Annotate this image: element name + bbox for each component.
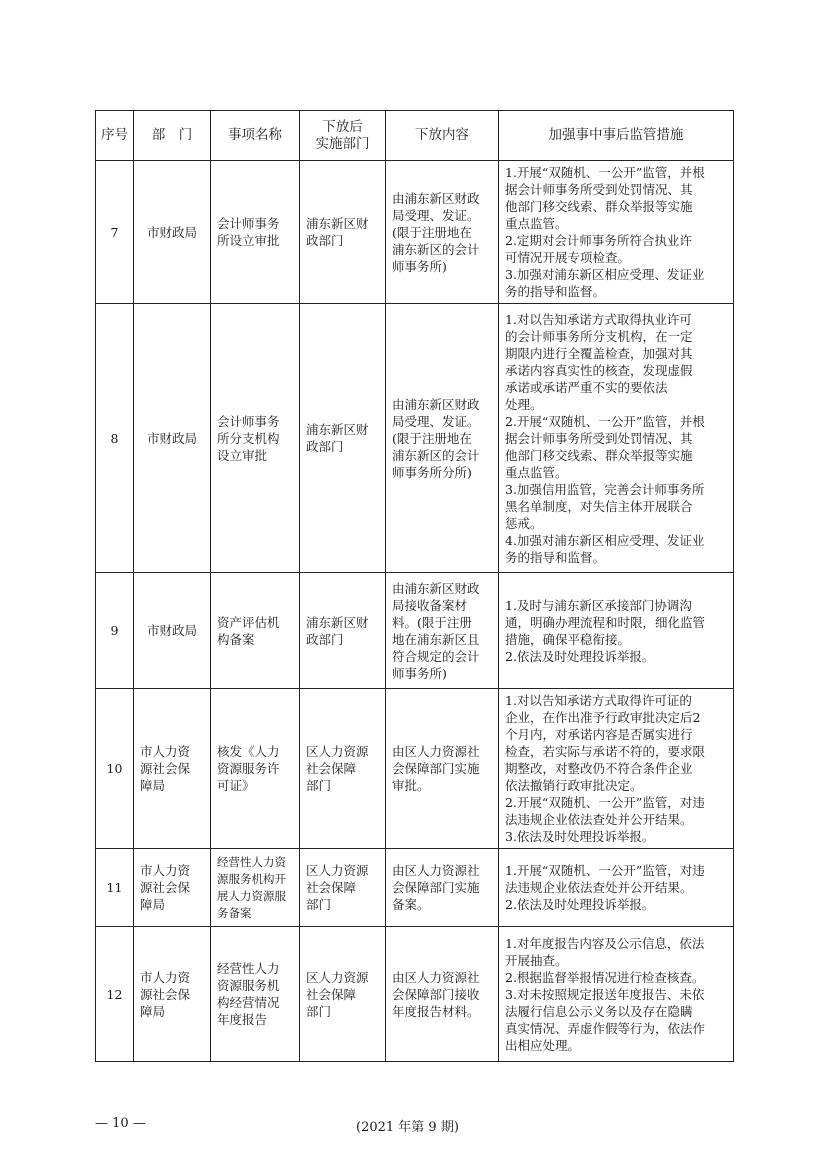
cell-text-line: 会保障部门实施 xyxy=(392,761,480,776)
header-cell-dept xyxy=(134,111,211,161)
cell-text-line: 由浦东新区财政 xyxy=(392,190,480,206)
cell-text-line: 法违规企业依法查处并公开结果。 xyxy=(505,812,693,827)
measures-cell xyxy=(499,689,734,849)
cell-text-line: 出相应处理。 xyxy=(505,1037,581,1053)
delegation-content-cell xyxy=(386,689,499,849)
cell-text-line: 1.开展“双随机、一公开”监管，并根 xyxy=(505,165,705,180)
cell-text-line: 据会计师事务所受到处罚情况、其 xyxy=(505,430,693,446)
cell-text-line: 障局 xyxy=(140,778,166,793)
department-cell xyxy=(134,573,211,689)
implementing-dept-cell xyxy=(300,849,386,927)
header-cell-measures xyxy=(499,111,734,161)
cell-text-line: 资源服务机 xyxy=(217,978,280,993)
cell-text-line: 1.对年度报告内容及公示信息，依法 xyxy=(505,935,705,951)
measures-cell xyxy=(499,304,734,573)
cell-text-line: 3.依法及时处理投诉举报。 xyxy=(505,829,655,844)
cell-text-line: 由浦东新区财政 xyxy=(392,580,480,596)
cell-text-line: 期整改，对整改仍不符合条件企业 xyxy=(505,761,693,776)
cell-text-line: 实施部门 xyxy=(315,135,370,152)
cell-text-line: 期限内进行全覆盖检查，加强对其 xyxy=(505,345,693,361)
row-number: 9 xyxy=(96,573,134,689)
cell-text-line: 黑名单制度，对失信主体开展联合 xyxy=(505,498,693,514)
cell-text-line: 障局 xyxy=(140,1003,166,1019)
cell-text-line: 通，明确办理流程和时限，细化监管 xyxy=(505,614,706,630)
cell-text-line: 源社会保 xyxy=(140,986,191,1002)
cell-text-line: 惩戒。 xyxy=(505,515,543,531)
cell-text-line: 他部门移交线索、群众举报等实施 xyxy=(505,199,693,214)
issue-label: (2021 年第 9 期) xyxy=(356,1120,459,1135)
header-cell-impl-dept xyxy=(300,111,386,161)
page-number: — 10 — xyxy=(95,1116,146,1131)
row-number: 12 xyxy=(96,927,134,1062)
delegation-content-cell xyxy=(386,304,499,573)
cell-text-line: 师事务所) xyxy=(392,258,447,274)
cell-text-line: 局受理、发证。 xyxy=(392,207,480,223)
cell-text-line: 障局 xyxy=(140,897,166,912)
cell-text-line: 市财政局 xyxy=(146,224,197,240)
cell-text-line: 加强事中事后监管措施 xyxy=(548,127,684,143)
cell-text-line: 浦东新区财 xyxy=(306,422,369,437)
cell-text-line: 3.对未按照规定报送年度报告、未依 xyxy=(505,986,705,1002)
item-name-cell xyxy=(211,161,300,304)
cell-text-line: 市财政局 xyxy=(146,430,197,446)
department-cell xyxy=(134,689,211,849)
implementing-dept-cell xyxy=(300,927,386,1062)
cell-text-line: 1.对以告知承诺方式取得执业许可 xyxy=(505,311,692,327)
cell-text-line: 2.定期对会计师事务所符合执业许 xyxy=(505,233,692,248)
cell-text-line: 料。(限于注册 xyxy=(392,614,472,630)
measures-cell xyxy=(499,161,734,304)
cell-text-line: 核发《人力 xyxy=(217,744,280,759)
cell-text-line: 由区人力资源社 xyxy=(392,863,480,878)
cell-text-line: 开展抽查。 xyxy=(505,952,568,968)
cell-text-line: 浦东新区的会计 xyxy=(392,447,480,463)
cell-text-line: 区人力资源 xyxy=(306,863,369,878)
cell-text-line: 1.开展“双随机、一公开”监管，对违 xyxy=(505,863,705,878)
cell-text-line: 经营性人力资 xyxy=(217,854,286,869)
header-cell-item xyxy=(211,111,300,161)
cell-text-line: 资产评估机 xyxy=(217,614,280,630)
table-row xyxy=(96,161,734,304)
cell-text-line: 符合规定的会计 xyxy=(392,648,480,664)
table-row xyxy=(96,573,734,689)
cell-text-line: 市人力资 xyxy=(140,863,191,878)
cell-text-line: 经营性人力 xyxy=(217,961,280,976)
cell-text-line: 社会保障 xyxy=(306,880,357,895)
cell-text-line: 法履行信息公示义务以及存在隐瞒 xyxy=(505,1003,693,1019)
cell-text-line: 4.加强对浦东新区相应受理、发证业 xyxy=(505,532,705,548)
item-name-cell xyxy=(211,689,300,849)
table-row xyxy=(96,927,734,1062)
cell-text-line: 所设立审批 xyxy=(217,233,280,248)
cell-text-line: 源服务机构开 xyxy=(217,871,286,886)
cell-text-line: 师事务所分所) xyxy=(392,464,472,480)
cell-text-line: 浦东新区财 xyxy=(306,614,369,630)
cell-text-line: 重点监管。 xyxy=(505,464,568,480)
cell-text-line: 务的指导和监督。 xyxy=(505,549,606,565)
cell-text-line: 下放后 xyxy=(322,118,363,135)
delegation-content-cell xyxy=(386,927,499,1062)
cell-text-line: (限于注册地在 xyxy=(392,430,472,446)
row-number: 8 xyxy=(96,304,134,573)
cell-text-line: 由浦东新区财政 xyxy=(392,396,480,412)
cell-text-line: 2.依法及时处理投诉举报。 xyxy=(505,648,655,664)
department-cell xyxy=(134,849,211,927)
cell-text-line: 局接收备案材 xyxy=(392,597,468,613)
cell-text-line: 事项名称 xyxy=(228,127,282,143)
cell-text-line: 务备案 xyxy=(217,905,252,920)
implementing-dept-cell xyxy=(300,161,386,304)
implementing-dept-cell xyxy=(300,304,386,573)
cell-text-line: 会计师事务 xyxy=(217,413,280,429)
cell-text-line: (限于注册地在 xyxy=(392,224,472,240)
cell-text-line: 企业，在作出准予行政审批决定后2 xyxy=(505,710,701,725)
cell-text-line: 个月内，对承诺内容是否属实进行 xyxy=(505,727,693,742)
cell-text-line: 3.加强对浦东新区相应受理、发证业 xyxy=(505,267,705,282)
implementing-dept-cell xyxy=(300,689,386,849)
cell-text-line: 重点监管。 xyxy=(505,216,568,231)
delegation-content-cell xyxy=(386,849,499,927)
cell-text-line: 据会计师事务所受到处罚情况、其 xyxy=(505,182,693,197)
header-cell-content xyxy=(386,111,499,161)
table-row xyxy=(96,689,734,849)
cell-text-line: 可情况开展专项检查。 xyxy=(505,250,631,265)
department-cell xyxy=(134,927,211,1062)
cell-text-line: 备案。 xyxy=(392,897,430,912)
cell-text-line: 设立审批 xyxy=(217,447,268,463)
cell-text-line: 政部门 xyxy=(306,439,344,454)
cell-text-line: 浦东新区的会计 xyxy=(392,241,480,257)
cell-text-line: 序号 xyxy=(101,127,128,143)
cell-text-line: 法违规企业依法查处并公开结果。 xyxy=(505,880,693,895)
cell-text-line: 的会计师事务所分支机构，在一定 xyxy=(505,328,693,344)
cell-text-line: 依法撤销行政审批决定。 xyxy=(505,778,643,793)
cell-text-line: 承诺或承诺严重不实的要依法 xyxy=(505,379,668,395)
cell-text-line: 检查，若实际与承诺不符的，要求限 xyxy=(505,744,706,759)
item-name-cell xyxy=(211,304,300,573)
table-row xyxy=(96,304,734,573)
cell-text-line: 会保障部门接收 xyxy=(392,986,480,1002)
cell-text-line: 由区人力资源社 xyxy=(392,744,480,759)
delegation-content-cell xyxy=(386,573,499,689)
cell-text-line: 区人力资源 xyxy=(306,969,369,985)
measures-cell xyxy=(499,849,734,927)
cell-text-line: 1.及时与浦东新区承接部门协调沟 xyxy=(505,597,692,613)
cell-text-line: 2.开展“双随机、一公开”监管，对违 xyxy=(505,795,705,810)
cell-text-line: 2.根据监督举报情况进行检查核查。 xyxy=(505,969,705,985)
header-cell-no xyxy=(96,111,134,161)
row-number: 7 xyxy=(96,161,134,304)
cell-text-line: 构备案 xyxy=(217,631,255,647)
table-row xyxy=(96,849,734,927)
cell-text-line: 社会保障 xyxy=(306,986,357,1002)
cell-text-line: 年度报告材料。 xyxy=(392,1003,480,1019)
cell-text-line: 市人力资 xyxy=(140,744,191,759)
cell-text-line: 区人力资源 xyxy=(306,744,369,759)
cell-text-line: 所分支机构 xyxy=(217,430,280,446)
cell-text-line: 可证》 xyxy=(217,778,255,793)
item-name-cell xyxy=(211,849,300,927)
cell-text-line: 局受理、发证。 xyxy=(392,413,480,429)
cell-text-line: 源社会保 xyxy=(140,761,191,776)
item-name-cell xyxy=(211,927,300,1062)
cell-text-line: 社会保障 xyxy=(306,761,357,776)
delegation-content-cell xyxy=(386,161,499,304)
cell-text-line: 2.开展“双随机、一公开”监管，并根 xyxy=(505,413,705,429)
cell-text-line: 审批。 xyxy=(392,778,430,793)
cell-text-line: 部门 xyxy=(306,1003,332,1019)
row-number: 10 xyxy=(96,689,134,849)
cell-text-line: 下放内容 xyxy=(415,127,469,143)
cell-text-line: 承诺内容真实性的核查，发现虚假 xyxy=(505,362,693,378)
cell-text-line: 3.加强信用监管，完善会计师事务所 xyxy=(505,481,705,497)
cell-text-line: 地在浦东新区且 xyxy=(392,631,480,647)
cell-text-line: 措施，确保平稳衔接。 xyxy=(505,631,631,647)
cell-text-line: 部门 xyxy=(306,778,332,793)
cell-text-line: 市财政局 xyxy=(146,623,197,638)
cell-text-line: 政部门 xyxy=(306,233,344,248)
cell-text-line: 由区人力资源社 xyxy=(392,969,480,985)
measures-cell xyxy=(499,927,734,1062)
row-number: 11 xyxy=(96,849,134,927)
cell-text-line: 2.依法及时处理投诉举报。 xyxy=(505,897,655,912)
measures-cell xyxy=(499,573,734,689)
regulatory-measures-table xyxy=(95,110,734,1062)
implementing-dept-cell xyxy=(300,573,386,689)
cell-text-line: 1.对以告知承诺方式取得许可证的 xyxy=(505,693,692,708)
cell-text-line: 他部门移交线索、群众举报等实施 xyxy=(505,447,693,463)
department-cell xyxy=(134,304,211,573)
cell-text-line: 浦东新区财 xyxy=(306,216,369,231)
cell-text-line: 部门 xyxy=(306,897,332,912)
cell-text-line: 师事务所) xyxy=(392,665,447,681)
cell-text-line: 部 门 xyxy=(151,127,193,143)
cell-text-line: 政部门 xyxy=(306,631,344,647)
cell-text-line: 会计师事务 xyxy=(217,216,280,231)
cell-text-line: 市人力资 xyxy=(140,969,191,985)
cell-text-line: 资源服务许 xyxy=(217,761,280,776)
cell-text-line: 展人力资源服 xyxy=(217,888,286,903)
cell-text-line: 会保障部门实施 xyxy=(392,880,480,895)
cell-text-line: 构经营情况 xyxy=(217,995,280,1010)
item-name-cell xyxy=(211,573,300,689)
cell-text-line: 务的指导和监督。 xyxy=(505,284,606,299)
department-cell xyxy=(134,161,211,304)
header-row xyxy=(96,111,734,161)
cell-text-line: 真实情况、弄虚作假等行为，依法作 xyxy=(505,1020,706,1036)
cell-text-line: 源社会保 xyxy=(140,880,191,895)
cell-text-line: 年度报告 xyxy=(217,1012,268,1027)
cell-text-line: 处理。 xyxy=(505,396,543,412)
